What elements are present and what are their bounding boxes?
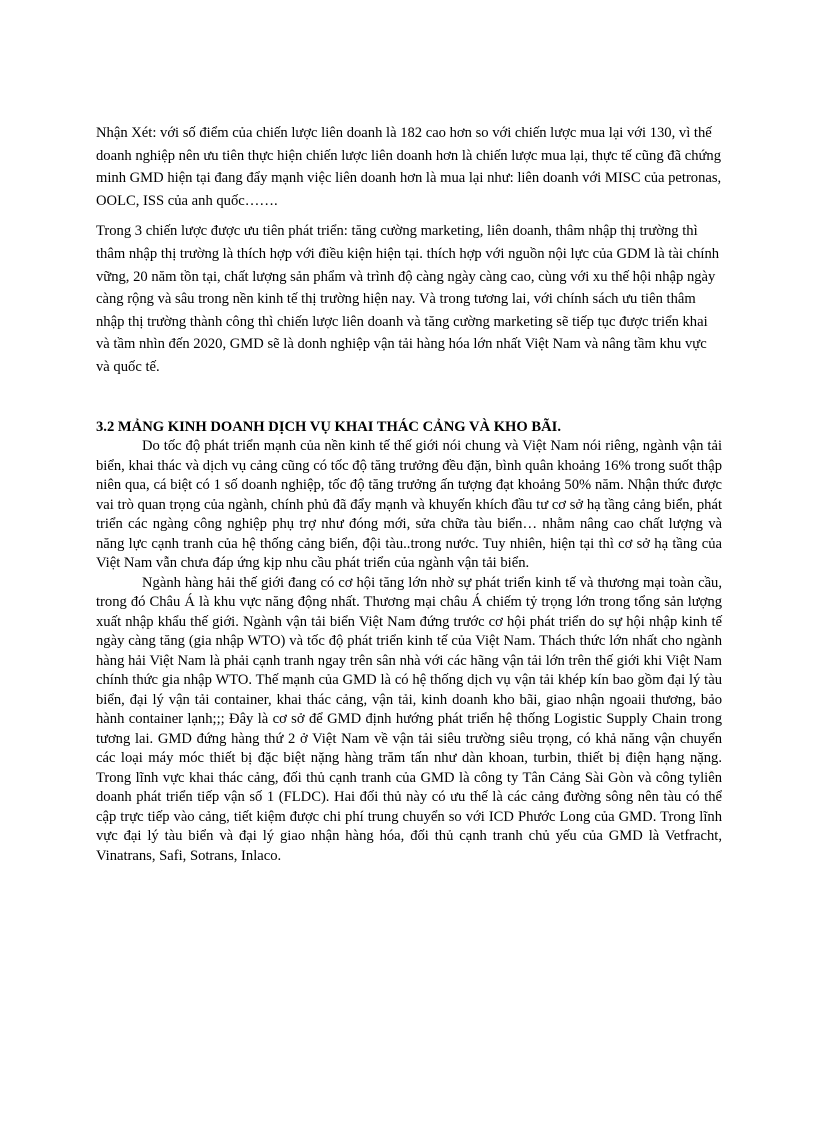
paragraph-maritime-competition: Ngành hàng hải thế giới đang có cơ hội tăng lớn nhờ sự phát triển kinh tế và thương mại toàn cầu, trong đó Châu Á là khu vực năng động nhất. Thương mại châu Á chiếm tỷ trọng lớn trong tổng sản lượng xuất nhập khẩu thế giới. Ngành vận tải biển Việt Nam đứng trước cơ hội phát triển do sự hội nhập kinh tế ngày càng tăng (gia nhập WTO) và tốc độ phát triển kinh tế của Việt Nam. Thách thức lớn nhất cho ngành hàng hải Việt Nam là phải cạnh tranh ngay trên sân nhà với các hãng vận tải lớn trên thế giới khi Việt Nam chính thức gia nhập WTO. Thế mạnh của GMD là có hệ thống dịch vụ vận tải khép kín bao gồm đại lý tàu biển, đại lý vận tải container, khai thác cảng, vận tải, kinh doanh kho bãi, giao nhận ngoaii thương, bảo hành container lạnh;;; Đây là cơ sở để GMD định hướng phát triển hệ thống Logistic Supply Chain trong tương lai. GMD đứng hàng thứ 2 ở Việt Nam về vận tải siêu trường siêu trọng, có khả năng vận chuyển các loại máy móc thiết bị đặc biệt nặng hàng trăm tấn như dàn khoan, turbin, thiết bị điện hạng nặng. Trong lĩnh vực khai thác cảng, đối thủ cạnh tranh của GMD là công ty Tân Cảng Sài Gòn và công tyliên doanh phát triển tiếp vận số 1 (FLDC). Hai đối thủ này có ưu thế là các cảng đường sông nên tàu có thể cập trực tiếp vào cảng, tiết kiệm được chi phí trung chuyển so với ICD Phước Long của GMD. Trong lĩnh vực đại lý tàu biển và đại lý giao nhận hàng hóa, đối thủ cạnh tranh chủ yếu của GMD là Vetfracht, Vinatrans, Safi, Sotrans, Inlaco. (96, 574, 722, 864)
paragraph-assessment: Nhận Xét: với số điểm của chiến lược liên doanh là 182 cao hơn so với chiến lược mua lại với 130, vì thế doanh nghiệp nên ưu tiên thực hiện chiến lược liên doanh hơn là chiến lược mua lại, thực tế cũng đã chứng minh GMD hiện tại đang đẩy mạnh việc liên doanh hơn là mua lại như: liên doanh với MISC của petronas, OOLC, ISS của anh quốc……. (96, 125, 722, 209)
paragraph-port-growth: Do tốc độ phát triển mạnh của nền kinh tế thế giới nói chung và Việt Nam nói riêng, ngành vận tải biển, khai thác và dịch vụ cảng cũng có tốc độ tăng trưởng đều đặn, bình quân khoảng 16% trong suốt thập niên qua, cá biệt có 1 số doanh nghiệp, tốc độ tăng trưởng ấn tượng đạt khoảng 50% năm. Nhận thức được vai trò quan trọng của ngành, chính phủ đã đẩy mạnh và khuyến khích đầu tư cơ sở hạ tầng cảng biển, phát triển các ngàng công nghiệp phụ trợ như đóng mới, sửa chữa tàu biển… nhằm nâng cao chất lượng và năng lực cạnh tranh của hệ thống cảng biển, đội tàu..trong nước. Tuy nhiên, hiện tại thì cơ sở hạ tầng của Việt Nam vẫn chưa đáp ứng kịp nhu cầu phát triển của ngành vận tải biển. (96, 438, 722, 572)
section-heading: 3.2 MẢNG KINH DOANH DỊCH VỤ KHAI THÁC CẢNG VÀ KHO BÃI. (96, 418, 562, 435)
paragraph-strategy-priority: Trong 3 chiến lược được ưu tiên phát triển: tăng cường marketing, liên doanh, thâm nhập thị trường thì thâm nhập thị trường là thích hợp với điều kiện hiện tại. thích hợp với nguồn nội lực của GDM là tài chính vững, 20 năm tồn tại, chất lượng sản phẩm và trình độ càng ngày càng cao, cùng với xu thế hội nhập ngày càng rộng và sâu trong nền kinh tế thị trường hiện nay. Và trong tương lai, với chính sách ưu tiên thâm nhập thị trường thành công thì chiến lược liên doanh và tăng cường marketing sẽ tiếp tục được triển khai và tầm nhìn đến 2020, GMD sẽ là donh nghiệp vận tải hàng hóa lớn nhất Việt Nam và nâng tầm khu vực và quốc tế. (96, 223, 720, 375)
document-page (96, 122, 722, 866)
